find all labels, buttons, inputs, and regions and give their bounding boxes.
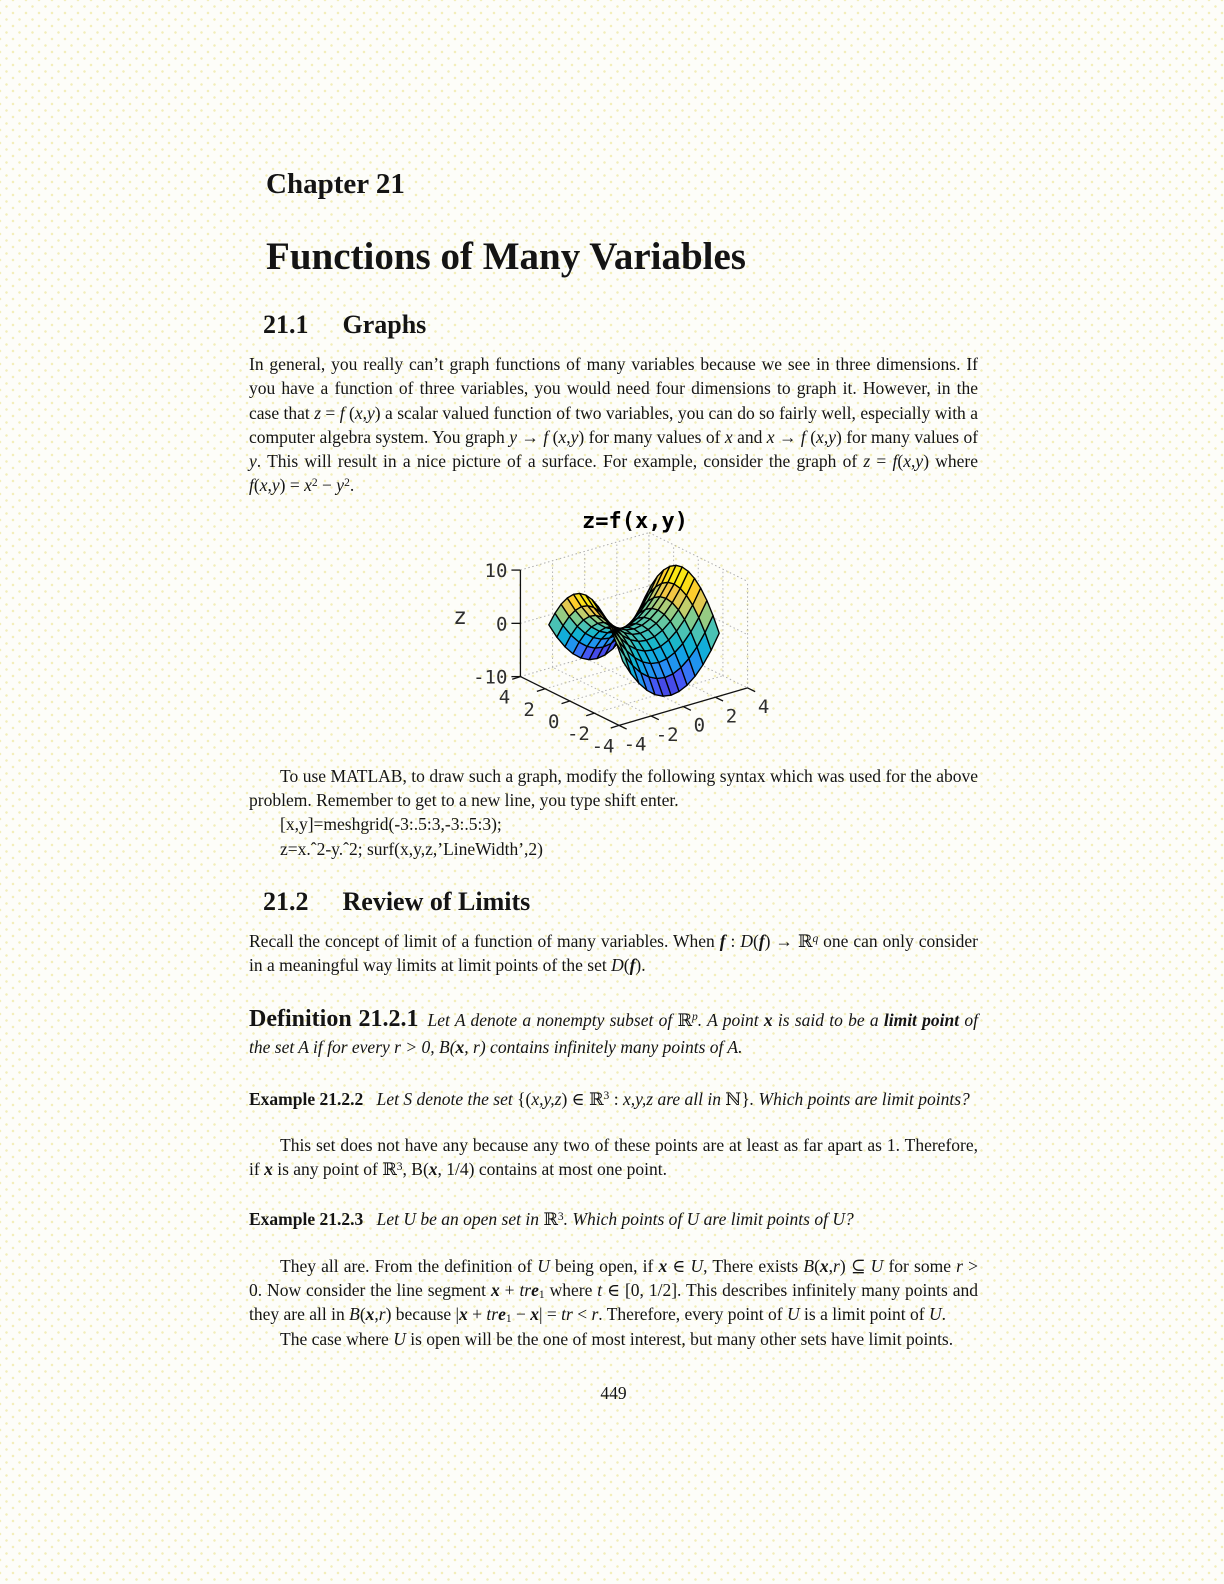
svg-text:0: 0	[495, 613, 508, 636]
svg-text:-2: -2	[566, 722, 590, 745]
svg-text:2: 2	[523, 698, 535, 721]
section-heading-21-2	[263, 886, 978, 916]
section-number: 21.1	[263, 310, 309, 339]
paragraph-example-2123-answer: They all are. From the definition of U being open, if x ∈ U, There exists B(x,r) ⊆ U for some r > 0. Now consider the line segment x + tre$_1$ where t ∈ [0, 1/2]. This describes infinitely many points and they are all in B(x,r) because |x + tre$_1$ − x| = tr < r. Therefore, every point of U is a limit point of U.	[249, 1255, 978, 1326]
surface-plot	[414, 500, 854, 760]
page-content	[249, 0, 978, 1404]
section-title: Graphs	[342, 310, 427, 339]
z-axis-label: z	[453, 603, 467, 630]
paragraph-graphs-intro: In general, you really can’t graph functions of many variables because we see in three dimensions. If you have a function of three variables, you would need four dimensions to graph it. However, in the case that z = f (x,y) a scalar valued function of two variables, you can do so fairly well, especially with a computer algebra system. You graph y → f (x,y) for many values of x and x → f (x,y) for many values of y. This will result in a nice picture of a surface. For example, consider the graph of z = f(x,y) where $f(x,y) = x^2 - y^2$.	[249, 354, 979, 496]
svg-text:-10: -10	[473, 666, 508, 689]
svg-text:4: 4	[498, 686, 511, 709]
paragraph-closing: The case where U is open will be the one of most interest, but many other sets have limit points.	[280, 1328, 954, 1349]
paragraph-matlab: To use MATLAB, to draw such a graph, modify the following syntax which was used for the above problem. Remember to get to a new line, you type shift enter.	[249, 765, 978, 811]
svg-text:-4: -4	[591, 735, 615, 758]
svg-text:10: 10	[484, 559, 508, 582]
section-number: 21.2	[263, 886, 309, 916]
svg-text:4: 4	[757, 695, 770, 718]
plot-title: z=f(x,y)	[582, 508, 688, 534]
chapter-title: Functions of Many Variables	[266, 235, 746, 278]
paragraph-example-2122-answer: This set does not have any because any two of these points are at least as far apart as 1. Therefore, if x is any point of ℝ$^3$, B(x, 1/4) contains at most one point.	[249, 1134, 978, 1180]
matlab-code-line-1: [x,y]=meshgrid(-3:.5:3,-3:.5:3);	[280, 814, 502, 835]
page-number: 449	[600, 1382, 627, 1403]
svg-text:0: 0	[693, 714, 706, 737]
surface-mesh	[549, 565, 719, 696]
svg-text:2: 2	[725, 705, 738, 728]
svg-text:0: 0	[548, 710, 560, 733]
chapter-label: Chapter 21	[266, 168, 405, 200]
svg-text:-4: -4	[623, 733, 647, 756]
paragraph-limits-intro: Recall the concept of limit of a function of many variables. When f : D(f) → ℝ$^q$ one can only consider in a meaningful way limits at limit points of the set D(f).	[249, 930, 978, 976]
matlab-code-line-2: z=x.ˆ2-y.ˆ2; surf(x,y,z,’LineWidth’,2)	[280, 838, 543, 859]
svg-text:-2: -2	[655, 723, 679, 746]
section-heading-21-1	[263, 312, 978, 338]
example-21-2-2: Example 21.2.2 Let S denote the set {(x,y,z) ∈ ℝ$^3$ : x,y,z are all in ℕ}. Which points are limit points?	[249, 1088, 970, 1109]
section-title: Review of Limits	[342, 886, 531, 916]
example-21-2-3: Example 21.2.3 Let U be an open set in ℝ$^3$. Which points of U are limit points of U?	[249, 1209, 854, 1230]
definition-21-2-1: Definition 21.2.1 Let A denote a nonempty subset of ℝ$^p$. A point x is said to be a limit point of the set A if for every r > 0, B(x, r) contains infinitely many points of A.	[249, 1005, 978, 1057]
surface-plot-figure	[249, 500, 978, 760]
